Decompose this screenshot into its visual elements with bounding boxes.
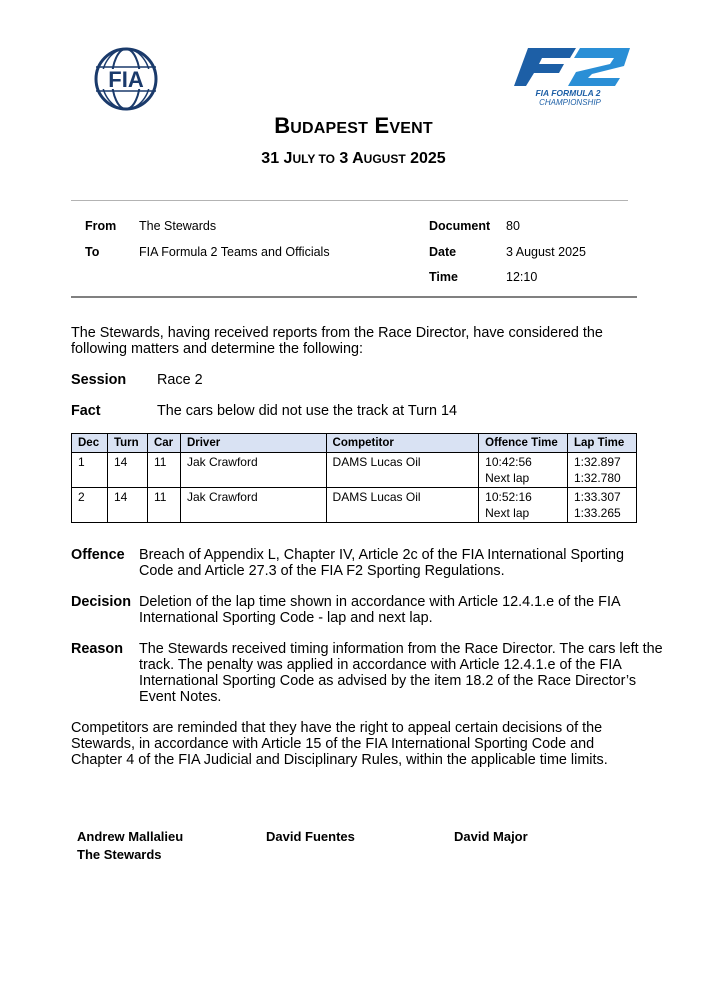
meta-divider (71, 296, 637, 298)
event-title: BUDAPEST EVENT (274, 113, 433, 138)
header-car: Car (147, 434, 180, 453)
cell-driver: Jak Crawford (180, 453, 326, 488)
cell-offence-time: 10:52:16 Next lap (479, 488, 568, 523)
cell-competitor: DAMS Lucas Oil (326, 488, 479, 523)
signature-group: The Stewards (77, 847, 162, 862)
fact-value: The cars below did not use the track at Turn 14 (157, 403, 457, 419)
date-label: Date (429, 245, 457, 259)
document-label: Document (429, 219, 491, 233)
table-header-row (72, 434, 637, 453)
from-label: From (85, 219, 117, 233)
header-competitor: Competitor (326, 434, 479, 453)
session-value: Race 2 (157, 372, 203, 388)
cell-driver: Jak Crawford (180, 488, 326, 523)
to-value: FIA Formula 2 Teams and Officials (139, 245, 330, 259)
intro-paragraph: The Stewards, having received reports from the Race Director, have considered the following matters and determine the following: (71, 325, 603, 357)
time-label: Time (429, 270, 458, 284)
reason-text: The Stewards received timing information from the Race Director. The cars left the track. The penalty was applied in accordance with Article 12.4.1.e of the FIA International Sporting Code as advised by the item 18.2 of the Race Director’s Event Notes. (139, 641, 663, 705)
header-divider (71, 200, 628, 201)
cell-dec: 1 (72, 453, 108, 488)
decision-label: Decision (71, 594, 131, 610)
table-row (72, 453, 637, 488)
cell-dec: 2 (72, 488, 108, 523)
to-label: To (85, 245, 100, 259)
fia-logo-text: FIA (108, 67, 144, 92)
cell-lap-time: 1:33.307 1:33.265 (567, 488, 636, 523)
header-turn: Turn (107, 434, 147, 453)
decision-text: Deletion of the lap time shown in accordance with Article 12.4.1.e of the FIA International Sporting Code - lap and next lap. (139, 594, 621, 626)
appeal-notice: Competitors are reminded that they have the right to appeal certain decisions of the Stewards, in accordance with Article 15 of the FIA International Sporting Code and Chapter 4 of the FIA Judicial and Disciplinary Rules, within the applicable time limits. (71, 720, 608, 768)
decisions-table (71, 433, 637, 523)
offence-label: Offence (71, 547, 125, 563)
signature-name-1: Andrew Mallalieu (77, 829, 184, 844)
header-dec: Dec (72, 434, 108, 453)
reason-label: Reason (71, 641, 123, 657)
event-dates: 31 JULY TO 3 AUGUST 2025 (261, 150, 446, 167)
cell-competitor: DAMS Lucas Oil (326, 453, 479, 488)
cell-turn: 14 (107, 453, 147, 488)
cell-turn: 14 (107, 488, 147, 523)
header-lap-time: Lap Time (567, 434, 636, 453)
date-value: 3 August 2025 (506, 245, 586, 259)
signature-name-3: David Major (454, 829, 528, 844)
offence-text: Breach of Appendix L, Chapter IV, Article 2c of the FIA International Sporting Code and Article 27.3 of the FIA F2 Sporting Regulations. (139, 547, 625, 579)
f2-championship-logo (506, 44, 636, 108)
cell-lap-time: 1:32.897 1:32.780 (567, 453, 636, 488)
f2-logo-line1: FIA FORMULA 2 (535, 88, 601, 98)
signature-name-2: David Fuentes (266, 829, 355, 844)
f2-logo-line2: CHAMPIONSHIP (539, 98, 601, 107)
table-row (72, 488, 637, 523)
cell-car: 11 (147, 453, 180, 488)
session-label: Session (71, 372, 127, 388)
fact-label: Fact (71, 403, 101, 419)
header-driver: Driver (180, 434, 326, 453)
header-offence-time: Offence Time (479, 434, 568, 453)
cell-offence-time: 10:42:56 Next lap (479, 453, 568, 488)
from-value: The Stewards (139, 219, 217, 233)
time-value: 12:10 (506, 270, 538, 284)
fia-logo (80, 47, 172, 111)
cell-car: 11 (147, 488, 180, 523)
document-value: 80 (506, 219, 520, 233)
